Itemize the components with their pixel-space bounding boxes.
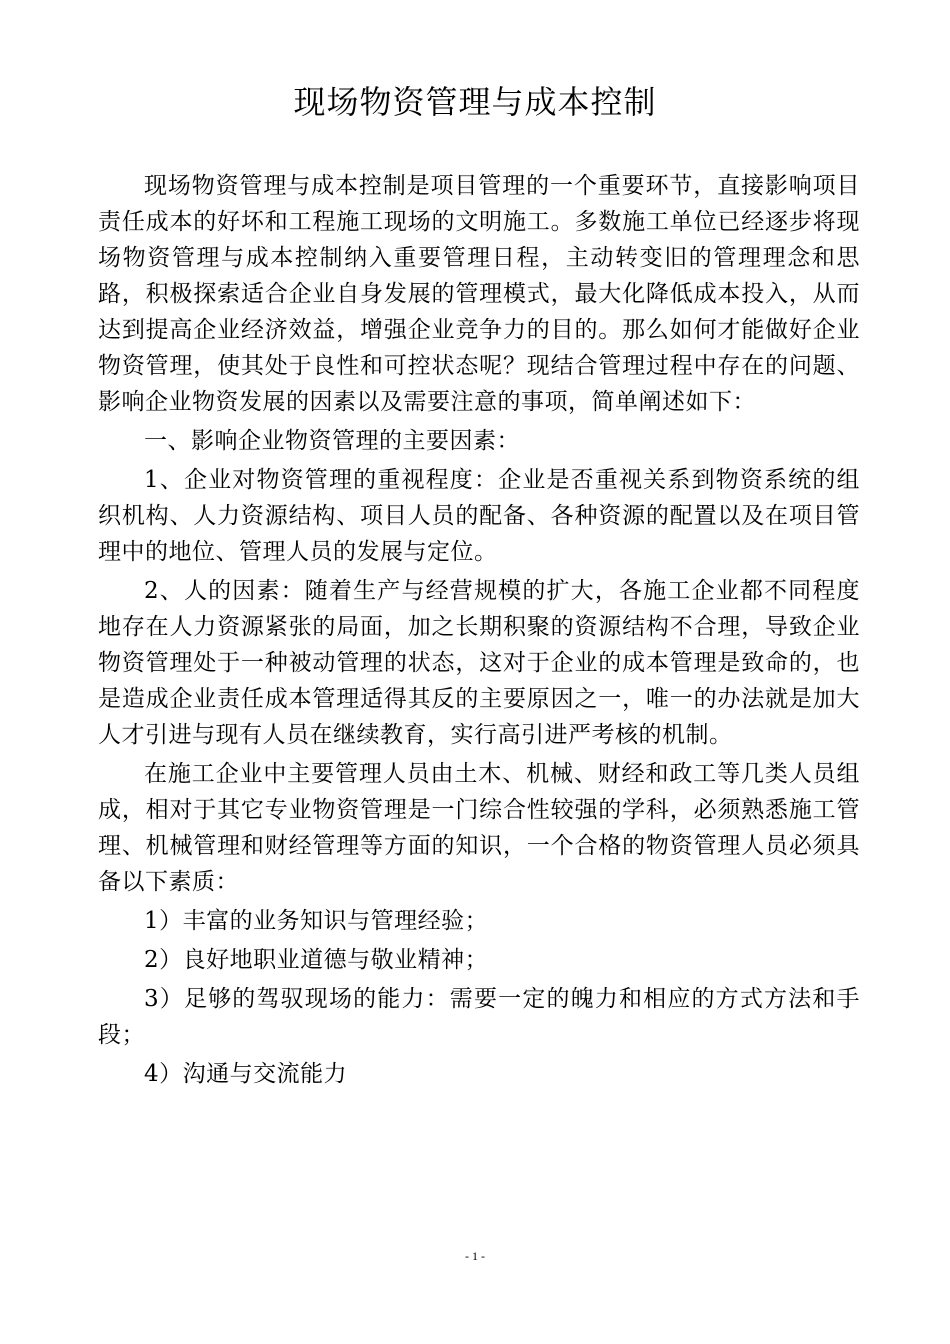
page-number: - 1 - bbox=[465, 1249, 485, 1263]
list-item-3: 3）足够的驾驭现场的能力：需要一定的魄力和相应的方式方法和手段； bbox=[98, 986, 860, 1048]
factor-2-paragraph: 2、人的因素：随着生产与经营规模的扩大，各施工企业都不同程度地存在人力资源紧张的局面，加之长期积聚的资源结构不合理，导致企业物资管理处于一种被动管理的状态，这对于企业的成本管理是致命的，也是造成企业责任成本管理适得其反的主要原因之一，唯一的办法就是加大人才引进与现有人员在继续教育，实行高引进严考核的机制。 bbox=[98, 578, 860, 748]
section-heading: 一、影响企业物资管理的主要因素： bbox=[144, 428, 520, 454]
intro-paragraph: 现场物资管理与成本控制是项目管理的一个重要环节，直接影响项目责任成本的好坏和工程施工现场的文明施工。多数施工单位已经逐步将现场物资管理与成本控制纳入重要管理日程，主动转变旧的管理理念和思路，积极探索适合企业自身发展的管理模式，最大化降低成本投入，从而达到提高企业经济效益，增强企业竞争力的目的。那么如何才能做好企业物资管理，使其处于良性和可控状态呢？现结合管理过程中存在的问题、影响企业物资发展的因素以及需要注意的事项，简单阐述如下： bbox=[98, 173, 860, 415]
list-item-2: 2）良好地职业道德与敬业精神； bbox=[144, 947, 489, 973]
document-body bbox=[98, 168, 860, 1092]
personnel-paragraph: 在施工企业中主要管理人员由土木、机械、财经和政工等几类人员组成，相对于其它专业物资管理是一门综合性较强的学科，必须熟悉施工管理、机械管理和财经管理等方面的知识，一个合格的物资管理人员必须具备以下素质： bbox=[98, 761, 860, 895]
list-item-1: 1）丰富的业务知识与管理经验； bbox=[144, 908, 489, 934]
factor-1-paragraph: 1、企业对物资管理的重视程度：企业是否重视关系到物资系统的组织机构、人力资源结构、项目人员的配备、各种资源的配置以及在项目管理中的地位、管理人员的发展与定位。 bbox=[98, 467, 860, 565]
list-item-4: 4）沟通与交流能力 bbox=[144, 1061, 348, 1087]
document-title: 现场物资管理与成本控制 bbox=[293, 83, 657, 121]
